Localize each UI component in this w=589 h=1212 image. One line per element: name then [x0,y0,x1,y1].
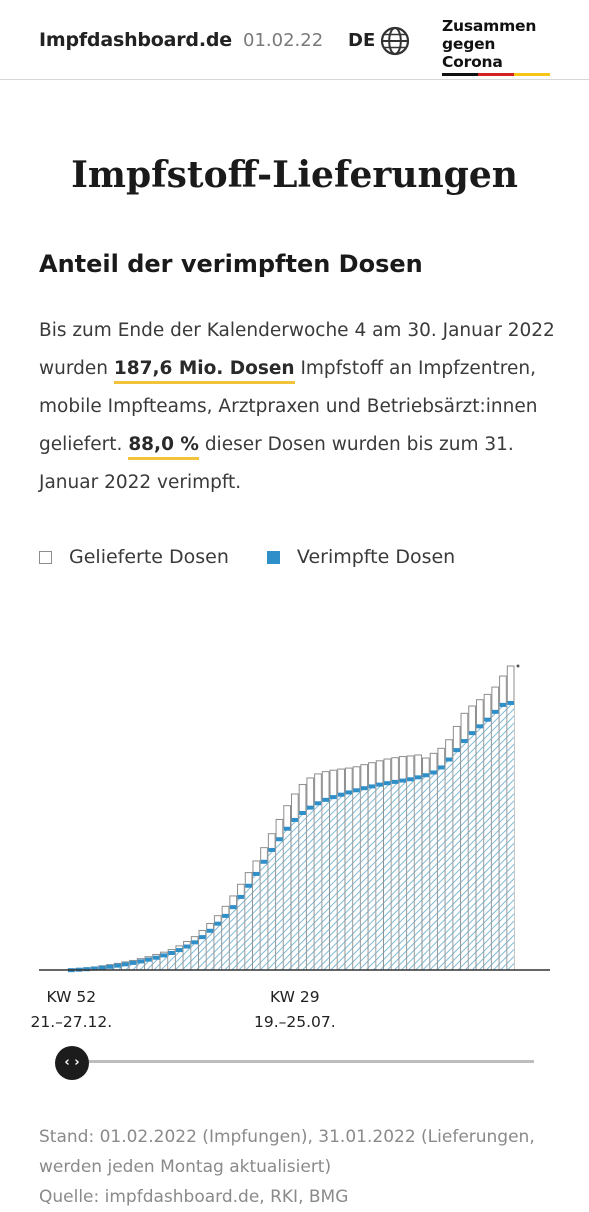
footnote-source: Quelle: impfdashboard.de, RKI, BMG [39,1182,559,1212]
legend-swatch-delivered [39,551,52,564]
delivery-chart[interactable] [0,600,589,1040]
data-date: 01.02.22 [243,30,323,51]
bar-vaccinated [407,779,414,970]
legend-item-delivered [39,546,229,568]
bar-vaccinated-cap [345,790,352,794]
bar-vaccinated-cap [407,777,414,781]
bar-vaccinated-cap [276,837,283,841]
bar-vaccinated-cap [492,710,499,714]
bar-vaccinated [376,784,383,970]
bar-vaccinated-cap [469,731,476,735]
bar-vaccinated [484,719,491,970]
bar-vaccinated [438,767,445,970]
bar-vaccinated-cap [369,784,376,788]
bar-vaccinated [261,861,268,970]
x-tick-week: KW 52 [47,988,97,1006]
bar-vaccinated-cap [238,895,245,899]
bar-vaccinated-cap [168,951,175,955]
bar-vaccinated-cap [453,748,460,752]
bar-vaccinated-cap [114,964,121,968]
flag-stripe [442,73,550,76]
campaign-logo[interactable] [442,17,554,76]
x-tick-week: KW 29 [270,988,320,1006]
bar-vaccinated-cap [353,788,360,792]
highlight-doses: 187,6 Mio. Dosen [114,358,295,384]
bar-vaccinated-cap [507,701,514,705]
bar-vaccinated [446,759,453,970]
bar-vaccinated [307,807,314,970]
left-right-arrows-icon[interactable]: ‹ › [55,1046,89,1080]
footnote [39,1122,559,1212]
bar-vaccinated-cap [153,956,160,960]
bar-vaccinated-cap [145,958,152,962]
bar-vaccinated-cap [214,922,221,926]
bar-vaccinated [361,788,368,970]
bar-vaccinated [500,704,507,970]
bar-vaccinated [476,726,483,970]
globe-icon[interactable] [380,26,410,56]
bar-vaccinated-cap [392,780,399,784]
legend-item-vaccinated [267,546,455,568]
bar-vaccinated-cap [361,786,368,790]
x-tick-dates: 19.–25.07. [254,1013,336,1031]
flag-black [442,73,478,76]
bar-vaccinated-cap [423,773,430,777]
bar-vaccinated [199,937,206,970]
bar-vaccinated [384,783,391,970]
bar-vaccinated [392,781,399,970]
highlight-percent: 88,0 % [128,434,199,460]
bar-vaccinated [299,812,306,970]
summary-text-1: Bis zum Ende der Kalenderwoche 4 am 30. Januar 2022 wurden [39,320,555,379]
time-slider-track[interactable] [72,1060,534,1063]
campaign-line-2: gegen Corona [442,35,554,71]
bar-vaccinated-cap [484,718,491,722]
bar-vaccinated [430,772,437,970]
bar-vaccinated [338,794,345,970]
bar-vaccinated [268,849,275,970]
bar-vaccinated [415,777,422,970]
bar-vaccinated-cap [107,965,114,969]
bar-vaccinated-cap [461,739,468,743]
bar-vaccinated-cap [160,953,167,957]
bar-vaccinated [253,873,260,970]
bar-vaccinated [276,839,283,970]
bar-vaccinated-cap [315,801,322,805]
legend-label-vaccinated: Verimpfte Dosen [297,546,455,568]
bar-vaccinated [453,750,460,970]
bar-vaccinated [423,775,430,970]
bar-vaccinated-cap [130,961,137,965]
bar-vaccinated-cap [384,781,391,785]
language-switch[interactable]: DE [348,30,375,51]
bar-vaccinated [191,942,198,970]
bar-vaccinated [168,953,175,971]
bar-vaccinated [322,799,329,970]
bar-vaccinated-cap [191,940,198,944]
bar-vaccinated-cap [307,806,314,810]
bar-vaccinated [245,885,252,970]
bar-vaccinated-cap [446,758,453,762]
flag-gold [514,73,550,76]
legend-label-delivered: Gelieferte Dosen [69,546,229,568]
summary-text-3: dieser Dosen wurden bis zum 31. Januar 2022 verimpft. [39,434,514,493]
bar-vaccinated-cap [176,948,183,952]
section-title: Anteil der verimpften Dosen [39,250,423,278]
bar-vaccinated [207,930,214,970]
bar-vaccinated [184,946,191,970]
footnote-status: Stand: 01.02.2022 (Impfungen), 31.01.2022 (Lieferungen, werden jeden Montag aktualisiert) [39,1122,559,1182]
bar-vaccinated-cap [99,966,106,970]
bar-vaccinated-cap [399,779,406,783]
bar-vaccinated-cap [184,945,191,949]
bar-vaccinated-cap [292,818,299,822]
bar-vaccinated-cap [322,798,329,802]
bar-vaccinated-cap [245,884,252,888]
x-axis-ticks [30,988,335,1031]
campaign-line-1: Zusammen [442,17,554,35]
bar-vaccinated [399,780,406,970]
bar-vaccinated [238,896,245,970]
bar-vaccinated [214,923,221,970]
bar-vaccinated-cap [338,793,345,797]
bar-vaccinated [461,741,468,970]
bar-vaccinated [315,803,322,970]
bar-vaccinated-cap [230,905,237,909]
bar-vaccinated [230,907,237,970]
legend-swatch-vaccinated [267,551,280,564]
site-name-link[interactable]: Impfdashboard.de [39,29,232,51]
summary-paragraph [39,312,559,502]
summary-text-2: Impfstoff an Impfzentren, mobile Impfteams, Arztpraxen und Betriebsärzt:innen geliefert. [39,358,537,455]
bar-vaccinated-cap [284,827,291,831]
bar-vaccinated [507,702,514,970]
bar-vaccinated [492,711,499,970]
bar-vaccinated-cap [207,929,214,933]
bar-vaccinated-cap [438,765,445,769]
bar-vaccinated [345,792,352,970]
top-bar [0,0,589,80]
bar-vaccinated-cap [222,914,229,918]
bar-vaccinated-cap [268,848,275,852]
x-tick-dates: 21.–27.12. [30,1013,112,1031]
bar-vaccinated-cap [261,860,268,864]
page-title: Impfstoff-Lieferungen [0,154,589,196]
bar-vaccinated [369,786,376,970]
bar-vaccinated-cap [500,703,507,707]
bar-vaccinated-cap [415,775,422,779]
bar-vaccinated-cap [376,783,383,787]
bar-vaccinated [469,733,476,970]
bar-vaccinated [292,819,299,970]
chart-legend [39,546,493,568]
bar-vaccinated-cap [137,959,144,963]
bar-vaccinated [353,790,360,970]
bar-vaccinated [222,915,229,970]
latest-marker [517,665,520,668]
bar-vaccinated-cap [330,795,337,799]
bar-vaccinated-cap [122,962,129,966]
bar-vaccinated-cap [253,872,260,876]
bar-vaccinated-cap [299,811,306,815]
bar-vaccinated-cap [430,770,437,774]
bar-vaccinated-cap [199,935,206,939]
bar-vaccinated-cap [476,724,483,728]
bar-vaccinated [176,950,183,970]
bar-vaccinated [330,797,337,970]
bar-vaccinated [284,828,291,970]
flag-red [478,73,514,76]
